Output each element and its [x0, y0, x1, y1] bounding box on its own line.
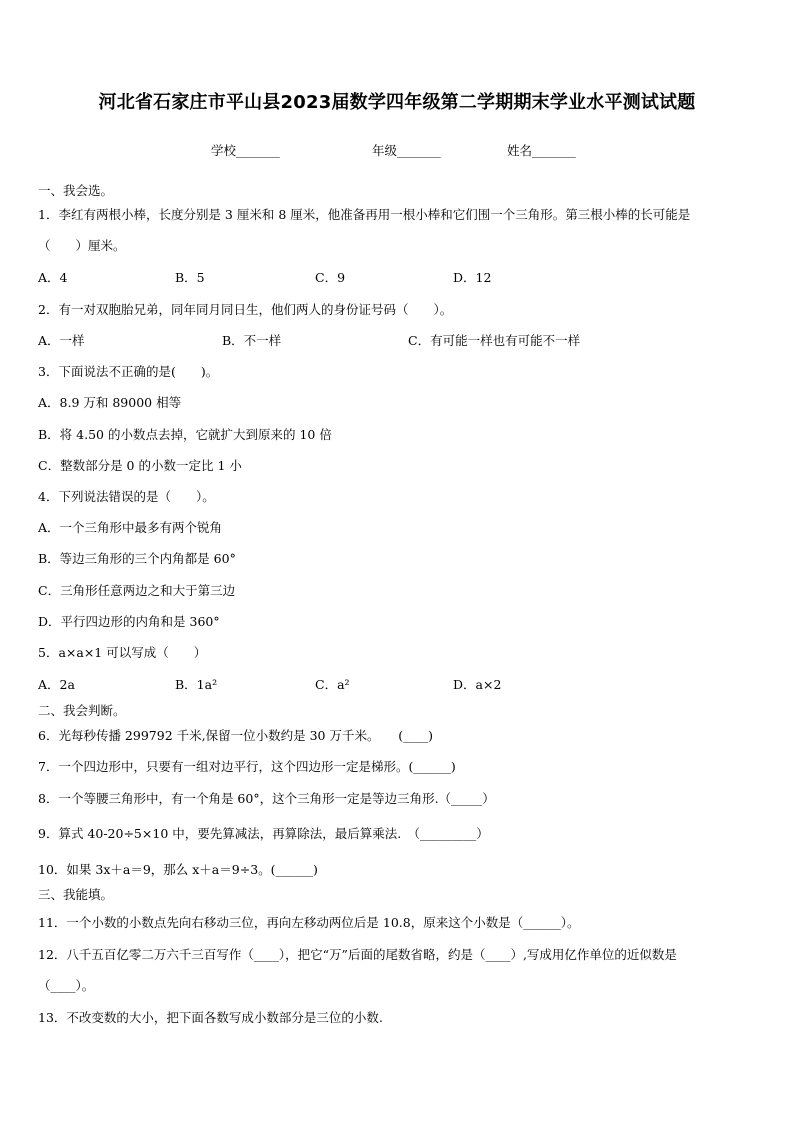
- question-1-stem-cont: （ ）厘米。: [38, 238, 126, 253]
- question-2-option-c: C．有可能一样也有可能不一样: [408, 333, 581, 348]
- question-3-option-b: B．将 4.50 的小数点去掉，它就扩大到原来的 10 倍: [38, 427, 332, 442]
- question-11: 11．一个小数的小数点先向右移动三位，再向左移动两位后是 10.8，原来这个小数是（______）。: [38, 915, 580, 930]
- section-heading-fill: 三、我能填。: [38, 887, 114, 902]
- question-3-option-a: A．8.9 万和 89000 相等: [38, 395, 182, 410]
- question-4-option-c: C．三角形任意两边之和大于第三边: [38, 583, 236, 598]
- question-13: 13．不改变数的大小，把下面各数写成小数部分是三位的小数.: [38, 1010, 383, 1025]
- question-8: 8．一个等腰三角形中，有一个角是 60°，这个三角形一定是等边三角形.（_____）: [38, 791, 495, 806]
- question-1-stem: 1．李红有两根小棒，长度分别是 3 厘米和 8 厘米，他准备再用一根小棒和它们围一个三角形。第三根小棒的长可能是: [38, 207, 691, 222]
- question-5-stem: 5．a×a×1 可以写成（ ）: [38, 645, 207, 660]
- section-heading-judge: 二、我会判断。: [38, 703, 126, 718]
- question-9: 9．算式 40-20÷5×10 中，要先算减法，再算除法，最后算乘法. （_________）: [38, 826, 489, 841]
- question-5-option-d: D．a×2: [453, 677, 502, 692]
- question-5-option-c: C．a²: [315, 677, 350, 692]
- question-4-stem: 4．下列说法错误的是（ ）。: [38, 489, 215, 504]
- question-12-stem-cont: （____）。: [38, 978, 95, 993]
- section-heading-choice: 一、我会选。: [38, 183, 114, 198]
- question-5-option-b: B．1a²: [175, 677, 218, 692]
- question-10: 10．如果 3x＋a＝9，那么 x＋a＝9÷3。(______): [38, 862, 318, 877]
- question-6: 6．光每秒传播 299792 千米,保留一位小数约是 30 万千米。 (____): [38, 728, 433, 743]
- question-1-option-b: B．5: [175, 270, 205, 285]
- question-2-option-a: A．一样: [38, 333, 85, 348]
- question-12-stem: 12．八千五百亿零二万六千三百写作（____），把它“万”后面的尾数省略，约是（____）,写成用亿作单位的近似数是: [38, 947, 677, 962]
- question-1-option-a: A．4: [38, 270, 68, 285]
- question-4-option-d: D．平行四边形的内角和是 360°: [38, 614, 220, 629]
- question-4-option-a: A．一个三角形中最多有两个锐角: [38, 520, 223, 535]
- page-title: 河北省石家庄市平山县2023届数学四年级第二学期期末学业水平测试试题: [98, 92, 696, 113]
- question-2-option-b: B．不一样: [222, 333, 282, 348]
- question-1-option-d: D．12: [453, 270, 492, 285]
- question-5-option-a: A．2a: [38, 677, 75, 692]
- question-1-option-c: C．9: [315, 270, 346, 285]
- question-3-stem: 3．下面说法不正确的是( )。: [38, 364, 219, 379]
- question-3-option-c: C．整数部分是 0 的小数一定比 1 小: [38, 458, 242, 473]
- grade-field: 年级_______: [372, 143, 441, 158]
- question-7: 7．一个四边形中，只要有一组对边平行，这个四边形一定是梯形。(______): [38, 759, 456, 774]
- question-2-stem: 2．有一对双胞胎兄弟，同年同月同日生，他们两人的身份证号码（ ）。: [38, 302, 453, 317]
- name-field: 姓名_______: [507, 143, 576, 158]
- question-4-option-b: B．等边三角形的三个内角都是 60°: [38, 551, 236, 566]
- school-field: 学校_______: [211, 143, 280, 158]
